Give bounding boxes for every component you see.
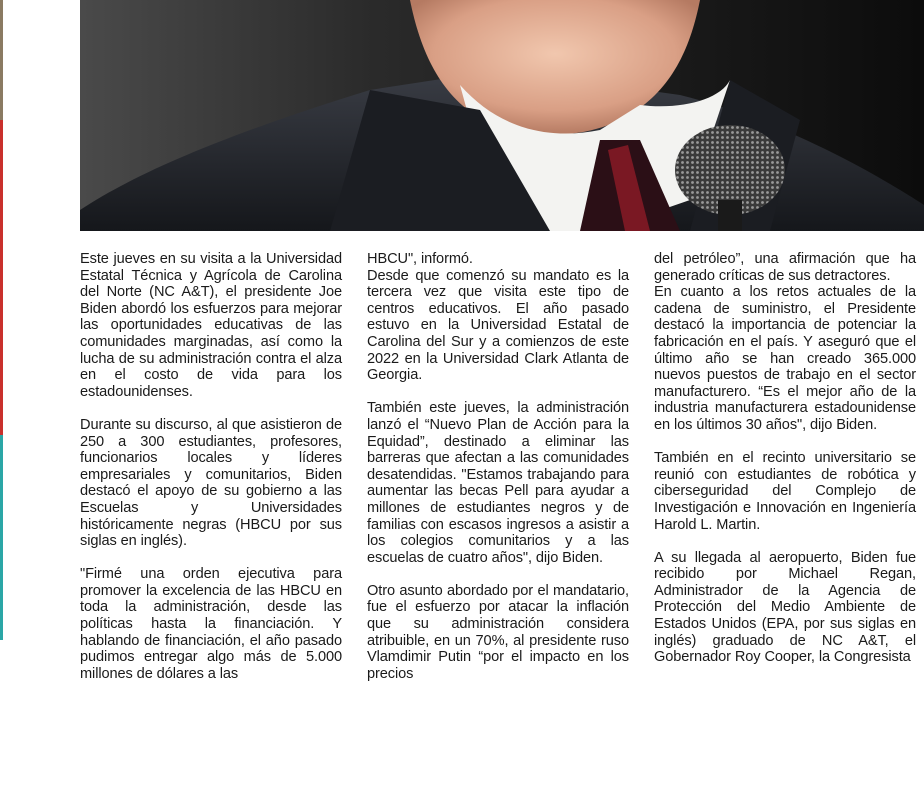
article-paragraph: También en el recinto universitario se reunió con estudiantes de robótica y ciberseguridad del Complejo de Investigación e Innovación en Ingeniería Harold L. Martin.	[654, 450, 916, 533]
speaker-photo-illustration	[80, 0, 924, 231]
article-paragraph: A su llegada al aeropuerto, Biden fue recibido por Michael Regan, Administrador de la Agencia de Protección del Medio Ambiente de Estados Unidos (EPA, por sus siglas en inglés) graduado de NC A&T, el Gobernador Roy Cooper, la Congresista	[654, 549, 916, 666]
article-paragraph: HBCU", informó.	[367, 251, 473, 267]
article-column-1	[80, 251, 342, 699]
edge-strip-segment	[0, 120, 3, 435]
page-edge-strip	[0, 0, 3, 640]
article-column-2	[367, 251, 629, 699]
edge-strip-segment	[0, 0, 3, 120]
article-paragraph: Otro asunto abordado por el mandatario, fue el esfuerzo por atacar la inflación que su administración considera atribuible, en un 70%, al presidente ruso Vlamdimir Putin “por el impacto en los precios	[367, 582, 629, 682]
article-paragraph: Este jueves en su visita a la Universidad Estatal Técnica y Agrícola de Carolina del Norte (NC A&T), el presidente Joe Biden abordó los esfuerzos para mejorar las oportunidades educativas de las comunidades marginadas, así como la lucha de su administración contra el alza en el costo de vida para los estadounidenses.	[80, 251, 342, 400]
article-paragraph: En cuanto a los retos actuales de la cadena de suministro, el Presidente destacó la importancia de potenciar la fabricación en el país. Y aseguró que el último año se han creado 365.000 nuevos puestos de trabajo en el sector manufacturero. “Es el mejor año de la industria manufacturera estadounidense en los últimos 30 años", dijo Biden.	[654, 284, 916, 433]
article-photo	[80, 0, 924, 231]
edge-strip-segment	[0, 435, 3, 640]
article-paragraph: Desde que comenzó su mandato es la tercera vez que visita este tipo de centros educativos. El año pasado estuvo en la Universidad Estatal de Carolina del Sur y a comienzos de este 2022 en la Universidad Clark Atlanta de Georgia.	[367, 267, 629, 384]
article-paragraph: Durante su discurso, al que asistieron de 250 a 300 estudiantes, profesores, funcionarios locales y líderes empresariales y comunitarios, Biden destacó el apoyo de su gobierno a las Escuelas y Universidades históricamente negras (HBCU por sus siglas en inglés).	[80, 416, 342, 550]
article-paragraph: "Firmé una orden ejecutiva para promover la excelencia de las HBCU en toda la administración, desde las políticas hasta la financiación. Y hablando de financiación, el año pasado pudimos entregar algo más de 5.000 millones de dólares a las	[80, 566, 342, 682]
article-paragraph: También este jueves, la administración lanzó el “Nuevo Plan de Acción para la Equidad”, destinado a eliminar las barreras que afectan a las comunidades desatendidas. "Estamos trabajando para aumentar las becas Pell para ayudar a millones de estudiantes negros y de familias con escasos ingresos a asistir a los colegios comunitarios y a las escuelas de cuatro años", dijo Biden.	[367, 400, 629, 566]
article-paragraph: del petróleo”, una afirmación que ha generado críticas de sus detractores.	[654, 251, 916, 284]
article-column-3	[654, 251, 916, 682]
